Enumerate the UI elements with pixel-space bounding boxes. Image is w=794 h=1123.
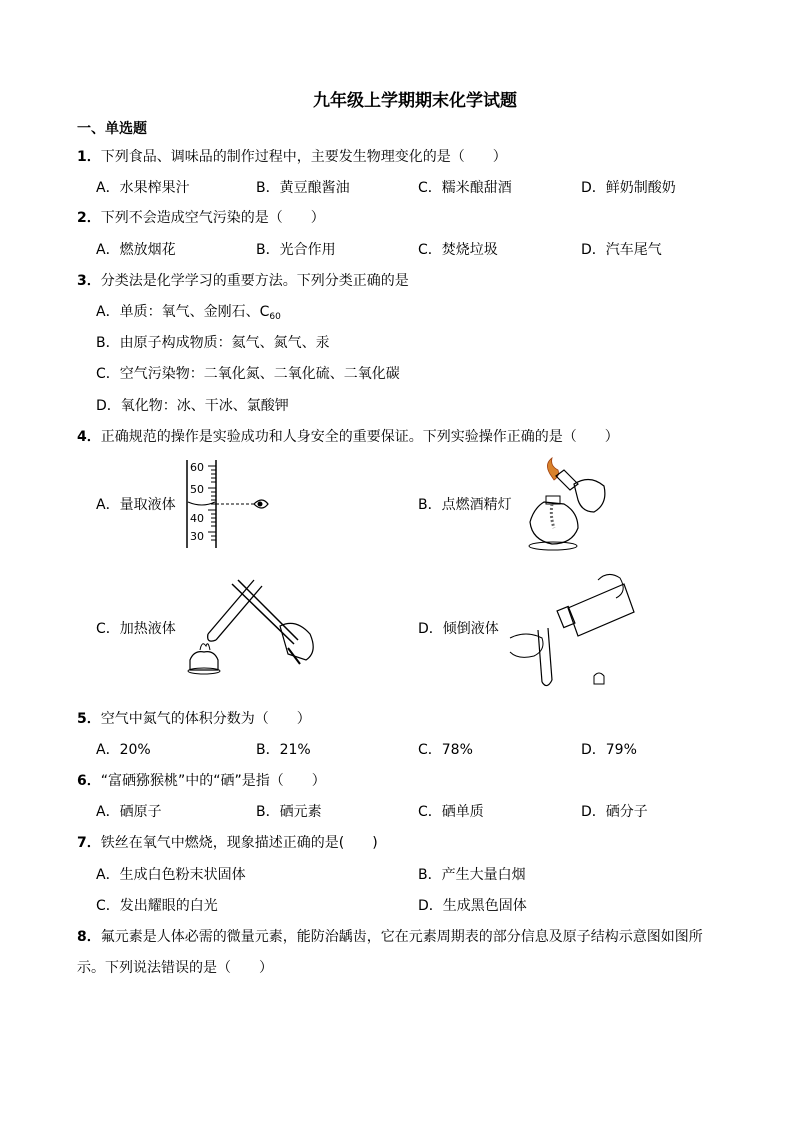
q4-option-b[interactable]: B．点燃酒精灯: [418, 497, 512, 513]
hand-icon: [280, 623, 313, 660]
q4-option-c[interactable]: C．加热液体: [96, 621, 176, 637]
graduated-cylinder-figure: [184, 458, 284, 550]
option-text: A．单质：氧气、金刚石、C: [96, 304, 270, 320]
pouring-liquid-figure: [508, 572, 638, 696]
question-3: [77, 270, 409, 290]
subscript: 60: [269, 312, 281, 322]
q6-option-a[interactable]: A．硒原子: [96, 804, 162, 820]
q2-option-c[interactable]: C．焚烧垃圾: [418, 242, 498, 258]
question-text: 下列不会造成空气污染的是（ ）: [100, 210, 325, 226]
q2-option-b[interactable]: B．光合作用: [256, 242, 336, 258]
q6-option-d[interactable]: D．硒分子: [581, 804, 648, 820]
question-number: 5．: [77, 711, 101, 727]
q2-option-a[interactable]: A．燃放烟花: [96, 242, 176, 258]
q1-option-d[interactable]: D．鲜奶制酸奶: [581, 180, 676, 196]
tick-label: 60: [190, 461, 204, 474]
q3-option-c[interactable]: C．空气污染物：二氧化氮、二氧化硫、二氧化碳: [96, 366, 400, 382]
question-5: [77, 708, 311, 728]
q5-option-b[interactable]: B．21%: [256, 742, 311, 758]
q3-option-b[interactable]: B．由原子构成物质：氦气、氮气、汞: [96, 335, 330, 351]
question-number: 3．: [77, 273, 101, 289]
question-number: 1．: [77, 149, 101, 165]
section-heading: 一、单选题: [77, 121, 147, 137]
question-7: [77, 832, 378, 852]
question-text: 正确规范的操作是实验成功和人身安全的重要保证。下列实验操作正确的是（ ）: [100, 429, 619, 445]
question-8: [77, 926, 703, 946]
q7-option-a[interactable]: A．生成白色粉末状固体: [96, 867, 246, 883]
question-text: “富硒猕猴桃”中的“硒”是指（ ）: [100, 773, 326, 789]
page-title: 九年级上学期期末化学试题: [313, 91, 517, 111]
question-text: 空气中氮气的体积分数为（ ）: [100, 711, 311, 727]
question-text: 下列食品、调味品的制作过程中，主要发生物理变化的是（ ）: [100, 149, 507, 165]
q5-option-c[interactable]: C．78%: [418, 742, 473, 758]
q1-option-a[interactable]: A．水果榨果汁: [96, 180, 190, 196]
tick-label: 30: [190, 530, 204, 543]
tick-label: 40: [190, 512, 204, 525]
tick-label: 50: [190, 483, 204, 496]
question-8-continued: 示。下列说法错误的是（ ）: [77, 960, 273, 976]
q6-option-b[interactable]: B．硒元素: [256, 804, 322, 820]
heating-test-tube-figure: [184, 574, 320, 680]
q1-option-c[interactable]: C．糯米酿甜酒: [418, 180, 512, 196]
q4-option-a[interactable]: A．量取液体: [96, 497, 176, 513]
q7-option-d[interactable]: D．生成黑色固体: [418, 898, 527, 914]
q3-option-a[interactable]: [96, 301, 281, 322]
q4-option-d[interactable]: D．倾倒液体: [418, 621, 499, 637]
q6-option-c[interactable]: C．硒单质: [418, 804, 484, 820]
question-number: 8．: [77, 929, 101, 945]
question-text: 氟元素是人体必需的微量元素，能防治龋齿，它在元素周期表的部分信息及原子结构示意图如图所: [100, 929, 703, 945]
question-2: [77, 207, 325, 227]
eye-icon: [254, 500, 268, 508]
q5-option-d[interactable]: D．79%: [581, 742, 637, 758]
question-number: 7．: [77, 835, 101, 851]
q5-option-a[interactable]: A．20%: [96, 742, 151, 758]
question-number: 2．: [77, 210, 101, 226]
question-6: [77, 770, 326, 790]
q2-option-d[interactable]: D．汽车尾气: [581, 242, 662, 258]
question-4: [77, 426, 619, 446]
alcohol-lamp-figure: [520, 456, 612, 552]
question-number: 6．: [77, 773, 101, 789]
q7-option-b[interactable]: B．产生大量白烟: [418, 867, 526, 883]
question-text: 分类法是化学学习的重要方法。下列分类正确的是: [100, 273, 409, 289]
question-number: 4．: [77, 429, 101, 445]
q1-option-b[interactable]: B．黄豆酿酱油: [256, 180, 350, 196]
question-1: [77, 146, 507, 166]
question-text: 铁丝在氧气中燃烧，现象描述正确的是( ): [100, 835, 378, 851]
q3-option-d[interactable]: D．氧化物：冰、干冰、氯酸钾: [96, 398, 289, 414]
q7-option-c[interactable]: C．发出耀眼的白光: [96, 898, 218, 914]
